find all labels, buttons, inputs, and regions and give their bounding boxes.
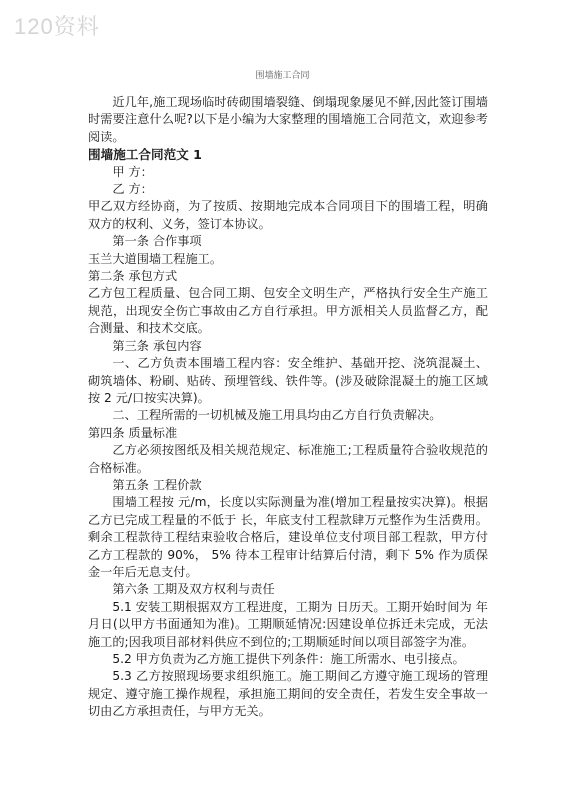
article-5-body: 围墙工程按 元/m，长度以实际测量为准(增加工程量按实决算)。根据乙方已完成工程量的不低于 长，年底支付工程款肆万元整作为生活费用。剩余工程款待工程结束验收合格后，建设单位支付项目部工程款，甲方付乙方工程款的 90%， 5% 待本工程审计结算后付清，剩下 5% 作为质保金一年后无息支付。 (88, 495, 488, 579)
article-1-body: 玉兰大道围墙工程施工。 (88, 251, 223, 266)
party-b-line: 乙 方： (112, 182, 153, 197)
clause-5-3: 5.3 乙方按照现场要求组织施工。施工期间乙方遵守施工现场的管理规定、遵守施工操作规程，承担施工期间的安全责任，若发生安全事故一切由乙方承担责任，与甲方无关。 (88, 669, 488, 719)
section-heading: 围墙施工合同范文 1 (88, 147, 202, 163)
agreement-paragraph: 甲乙双方经协商，为了按质、按期地完成本合同项目下的围墙工程，明确双方的权利、义务，签订本协议。 (88, 199, 488, 231)
article-1-title: 第一条 合作事项 (112, 234, 202, 249)
article-3-title: 第三条 承包内容 (112, 338, 202, 353)
article-4-title: 第四条 质量标准 (88, 425, 178, 440)
clause-5-2: 5.2 甲方负责为乙方施工提供下列条件：施工所需水、电引接点。 (112, 652, 465, 666)
article-3-item-1: 一、乙方负责本围墙工程内容：安全维护、基础开挖、浇筑混凝土、砌筑墙体、粉刷、贴砖、预埋管线、铁件等。(涉及破除混凝土的施工区域按 2 元/口按实决算)。 (88, 356, 488, 405)
party-a-line: 甲 方： (112, 164, 153, 179)
article-5-title: 第五条 工程价款 (112, 477, 202, 492)
article-6-title: 第六条 工期及双方权利与责任 (112, 582, 275, 597)
intro-paragraph: 近几年,施工现场临时砖砌围墙裂缝、倒塌现象屡见不鲜,因此签订围墙时需要注意什么呢?以下是小编为大家整理的围墙施工合同范文，欢迎参考阅读。 (88, 95, 488, 144)
document-title: 围墙施工合同 (255, 71, 310, 81)
article-4-body: 乙方必须按图纸及相关规范规定、标准施工;工程质量符合验收规范的合格标准。 (88, 443, 488, 475)
clause-5-1: 5.1 安装工期根据双方工程进度，工期为 日历天。工期开始时间为 年 月日(以甲方书面通知为准)。工期顺延情况:因建设单位拆迁未完成，无法施工的;因我项目部材料供应不到位的;工期顺延时间以项目部签字为准。 (88, 599, 488, 649)
article-2-body: 乙方包工程质量、包合同工期、包安全文明生产，严格执行安全生产施工规范，出现安全伤亡事故由乙方自行承担。甲方派相关人员监督乙方，配合测量、和技术交底。 (88, 286, 488, 336)
watermark-logo: 120资料 (14, 14, 100, 39)
article-2-title: 第二条 承包方式 (88, 269, 178, 284)
document-body (88, 94, 488, 721)
article-3-item-2: 二、工程所需的一切机械及施工用具均由乙方自行负责解决。 (112, 408, 442, 423)
